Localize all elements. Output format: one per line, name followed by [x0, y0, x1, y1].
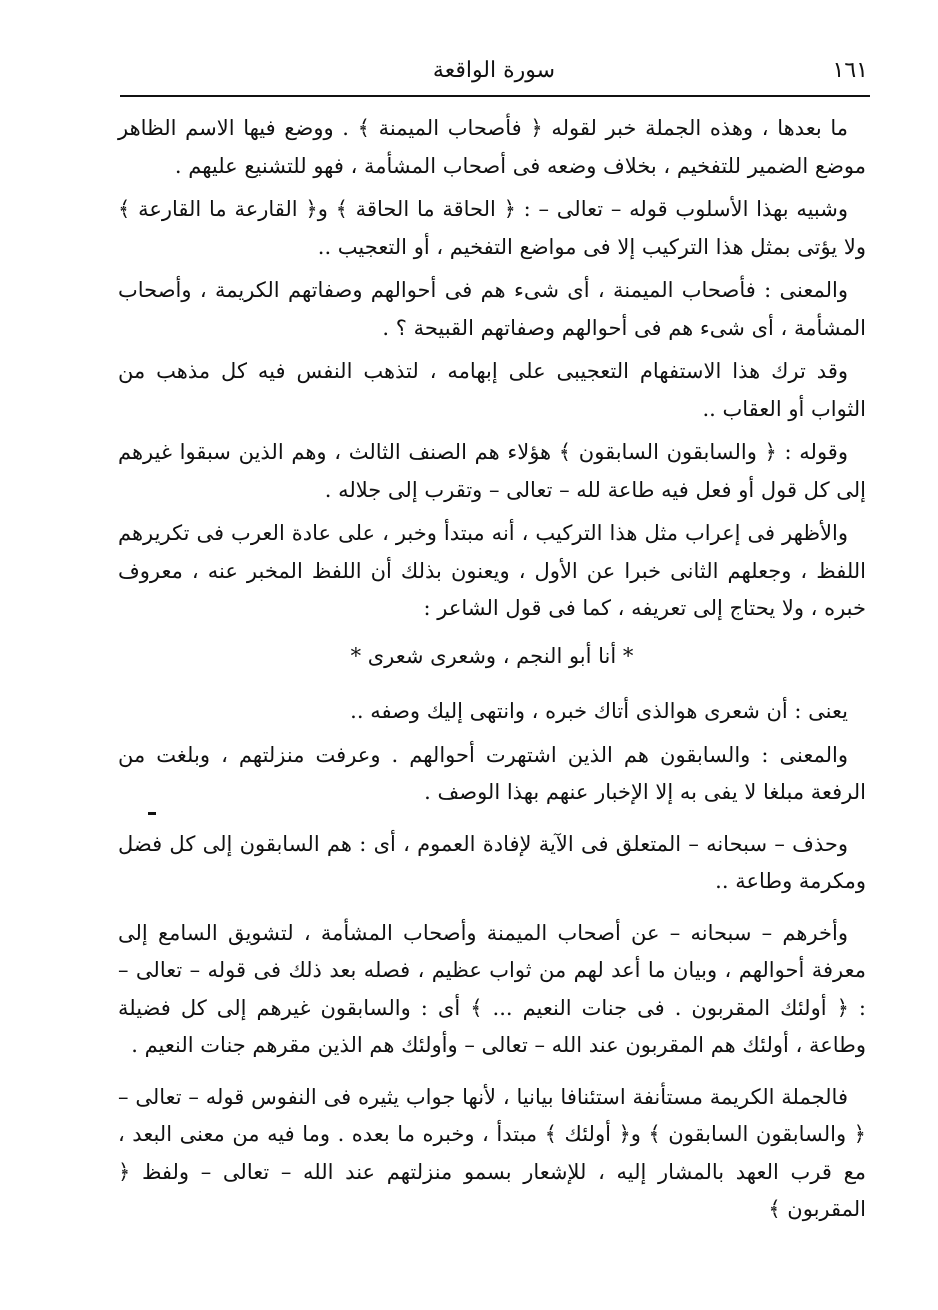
paragraph: والمعنى : فأصحاب الميمنة ، أى شىء هم فى أحوالهم وصفاتهم الكريمة ، وأصحاب المشأمة ، أى شىء هم فى أحوالهم وصفاتهم القبيحة ؟ .	[118, 278, 866, 340]
paragraph: يعنى : أن شعرى هوالذى أتاك خبره ، وانتهى إليك وصفه ..	[350, 699, 848, 723]
paragraph: فالجملة الكريمة مستأنفة استئنافا بيانيا ، لأنها جواب يثيره فى النفوس قوله – تعالى – ﴿ والسابقون السابقون ﴾ و﴿ أولئك ﴾ مبتدأ ، وخبره ما بعده . وما فيه من معنى البعد ، مع قرب العهد بالمشار إليه ، للإشعار بسمو منزلتهم عند الله – تعالى – ولفظ ﴿ المقربون ﴾	[118, 1084, 866, 1221]
paragraph: وأخرهم – سبحانه – عن أصحاب الميمنة وأصحاب المشأمة ، لتشويق السامع إلى معرفة أحوالهم ، وبيان ما أعد لهم من ثواب عظيم ، فصله بعد ذلك فى قوله – تعالى – : ﴿ أولئك المقربون . فى جنات النعيم ... ﴾ أى : والسابقون غيرهم إلى كل فضيلة وطاعة ، أولئك هم المقربون عند الله – تعالى – وأولئك هم الذين مقرهم جنات النعيم .	[118, 920, 866, 1057]
page-number: ١٦١	[832, 58, 868, 83]
stray-ink-mark	[148, 812, 156, 815]
poetry-verse: * أنا أبو النجم ، وشعرى شعرى *	[350, 643, 634, 668]
paragraph: والأظهر فى إعراب مثل هذا التركيب ، أنه مبتدأ وخبر ، على عادة العرب فى تكريرهم اللفظ ، وجعلهم الثانى خبرا عن الأول ، ويعنون بذلك أن اللفظ المخبر عنه ، معروف خبره ، ولا يحتاج إلى تعريفه ، كما فى قول الشاعر :	[118, 521, 866, 620]
body-text	[118, 110, 866, 1235]
chapter-title: سورة الواقعة	[432, 58, 556, 83]
paragraph: والمعنى : والسابقون هم الذين اشتهرت أحوالهم . وعرفت منزلتهم ، وبلغت من الرفعة مبلغا لا يفى به إلا الإخبار عنهم بهذا الوصف .	[118, 742, 866, 804]
paragraph: وشبيه بهذا الأسلوب قوله – تعالى – : ﴿ الحاقة ما الحاقة ﴾ و﴿ القارعة ما القارعة ﴾ ولا يؤتى بمثل هذا التركيب إلا فى مواضع التفخيم ، أو التعجيب ..	[118, 197, 866, 259]
paragraph: وقد ترك هذا الاستفهام التعجيبى على إبهامه ، لتذهب النفس فيه كل مذهب من الثواب أو العقاب ..	[118, 359, 866, 421]
paragraph: ما بعدها ، وهذه الجملة خبر لقوله ﴿ فأصحاب الميمنة ﴾ . ووضع فيها الاسم الظاهر موضع الضمير للتفخيم ، بخلاف وضعه فى أصحاب المشأمة ، فهو للتشنيع عليهم .	[118, 116, 866, 178]
page-header	[120, 52, 868, 96]
paragraph: وقوله : ﴿ والسابقون السابقون ﴾ هؤلاء هم الصنف الثالث ، وهم الذين سبقوا غيرهم إلى كل قول أو فعل فيه طاعة لله – تعالى – وتقرب إلى جلاله .	[118, 440, 866, 502]
header-rule	[120, 95, 870, 97]
paragraph: وحذف – سبحانه – المتعلق فى الآية لإفادة العموم ، أى : هم السابقون إلى كل فضل ومكرمة وطاعة ..	[118, 831, 866, 893]
